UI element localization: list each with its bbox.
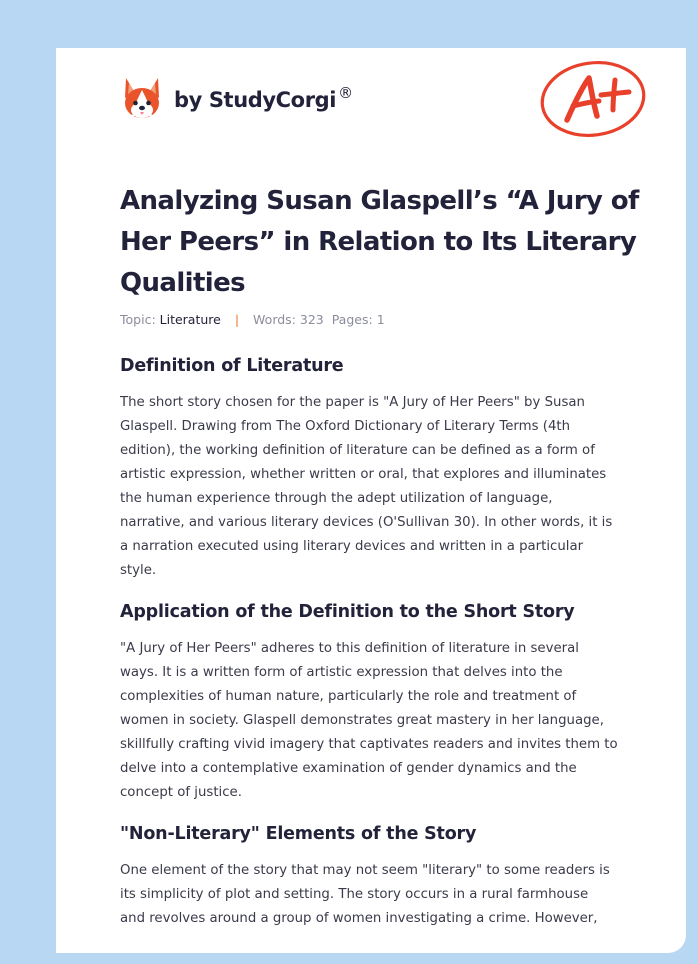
paragraph-line: Glaspell. Drawing from The Oxford Dictionary of Literary Terms (4th: [120, 419, 571, 434]
paragraph-line: edition), the working definition of literature can be defined as a form of: [120, 443, 595, 458]
paragraph-line: narrative, and various literary devices (O'Sullivan 30). In other words, it is: [120, 515, 613, 530]
brand-name: by StudyCorgi: [174, 88, 337, 112]
paragraph-line: its simplicity of plot and setting. The story occurs in a rural farmhouse: [120, 887, 589, 902]
topic-label: Topic:: [120, 312, 156, 327]
pages-label: Pages:: [331, 312, 373, 327]
paragraph-line: delve into a contemplative examination of gender dynamics and the: [120, 761, 577, 776]
words-count: 323: [299, 312, 324, 327]
section-heading-application: Application of the Definition to the Short Story: [120, 602, 575, 622]
paragraph-line: a narration executed using literary devices and written in a particular: [120, 539, 584, 554]
meta-separator: |: [234, 312, 240, 327]
paragraph-line: women in society. Glaspell demonstrates great mastery in her language,: [120, 713, 604, 728]
paragraph-line: artistic expression, whether written or oral, that explores and illuminates: [120, 467, 607, 482]
section-heading-definition: Definition of Literature: [120, 356, 344, 376]
paragraph-line: ways. It is a written form of artistic expression that delves into the: [120, 665, 563, 680]
paragraph-line: and revolves around a group of women investigating a crime. However,: [120, 911, 598, 926]
paragraph-line: skillfully crafting vivid imagery that captivates readers and invites them to: [120, 737, 618, 752]
document-card: [56, 48, 686, 953]
paragraph-line: complexities of human nature, particularly the role and treatment of: [120, 689, 577, 704]
paragraph-line: style.: [120, 563, 157, 578]
section-paragraph-definition: [120, 391, 640, 583]
paragraph-line: The short story chosen for the paper is "A Jury of Her Peers" by Susan: [120, 395, 585, 410]
section-paragraph-non-literary: [120, 859, 640, 931]
studycorgi-logo[interactable]: [122, 76, 353, 120]
topic-link[interactable]: Literature: [159, 312, 221, 327]
corgi-logo-icon: [122, 76, 162, 120]
article-meta: [120, 312, 385, 327]
words-label: Words:: [253, 312, 296, 327]
registered-mark: ®: [338, 84, 353, 102]
pages-count: 1: [376, 312, 385, 327]
logo-text: [174, 84, 353, 112]
section-paragraph-application: [120, 637, 640, 805]
section-heading-non-literary: "Non-Literary" Elements of the Story: [120, 824, 477, 844]
paragraph-line: One element of the story that may not seem "literary" to some readers is: [120, 863, 610, 878]
a-plus-grade-icon: [537, 58, 649, 140]
paragraph-line: the human experience through the adept utilization of language,: [120, 491, 553, 506]
paragraph-line: "A Jury of Her Peers" adheres to this definition of literature in several: [120, 641, 579, 656]
paragraph-line: concept of justice.: [120, 785, 242, 800]
article-title: Analyzing Susan Glaspell’s “A Jury of Her Peers” in Relation to Its Literary Qualities: [120, 186, 639, 298]
